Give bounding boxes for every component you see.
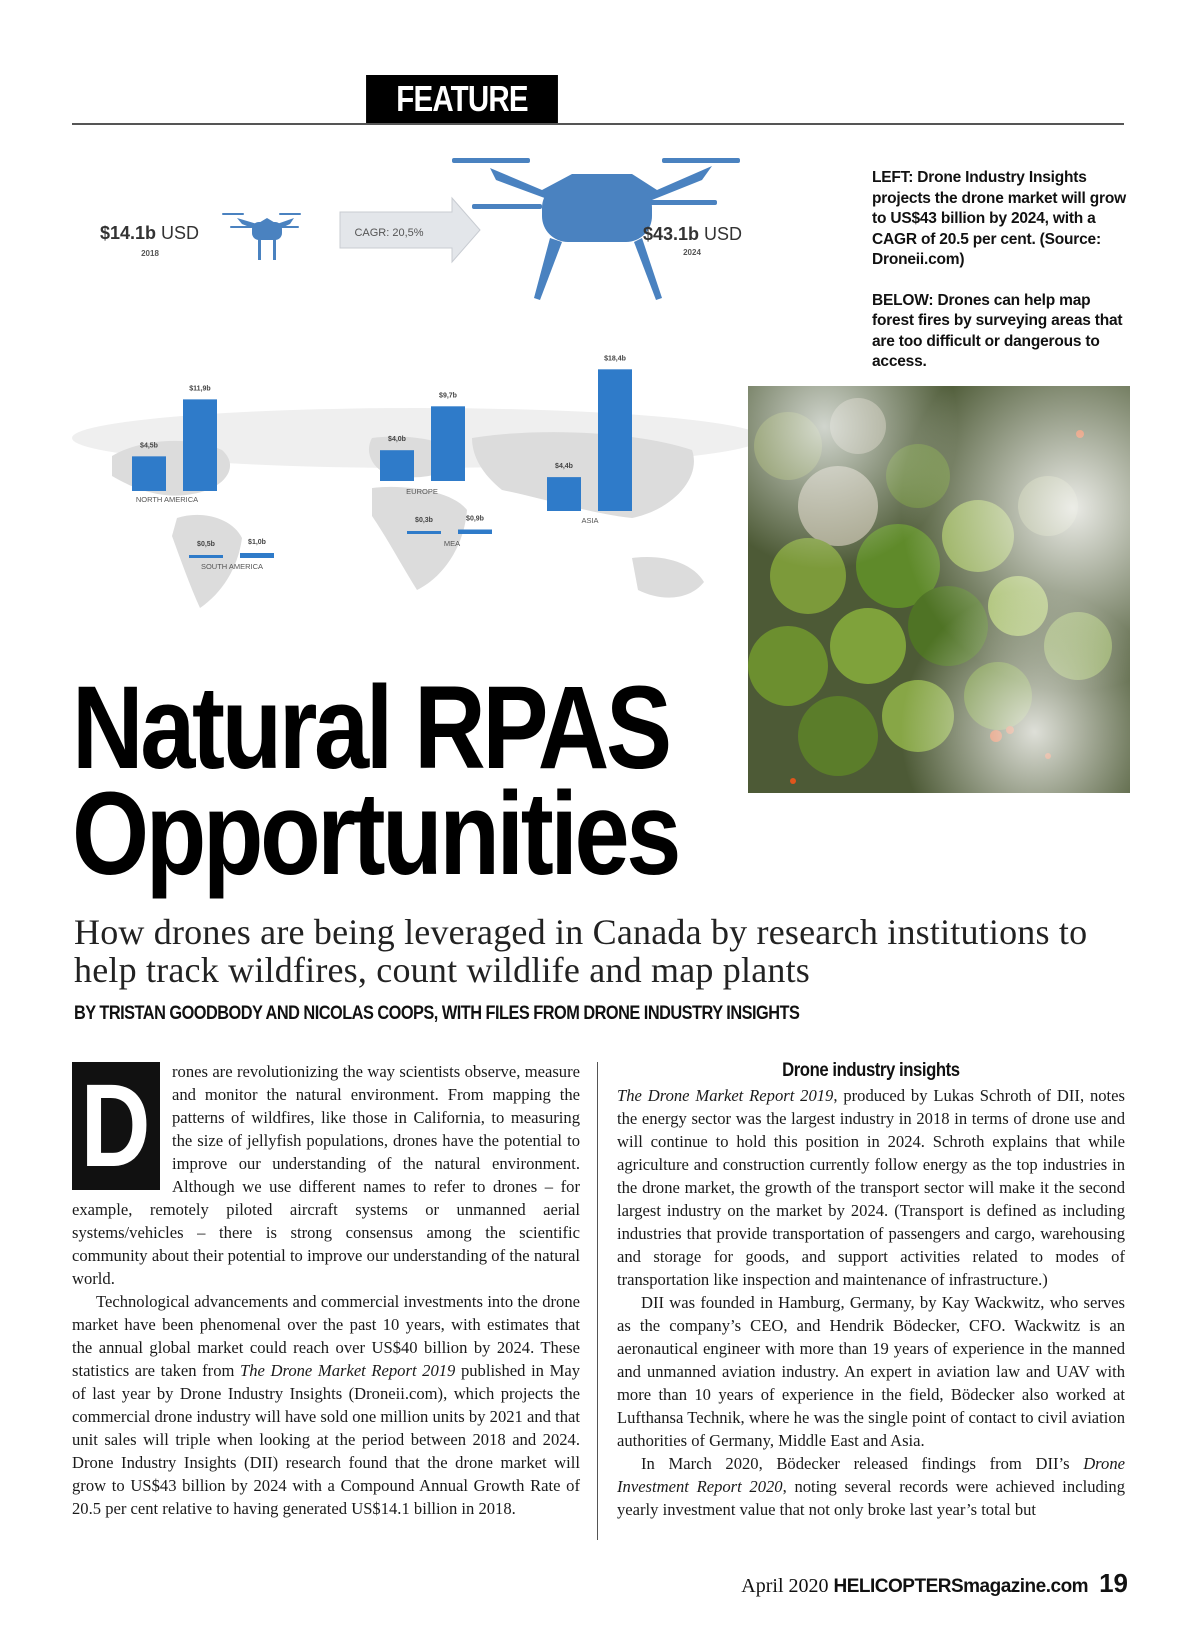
- page-footer: [741, 1568, 1128, 1599]
- body-column-left: [72, 1060, 580, 1520]
- photo-caption: [872, 168, 1132, 393]
- bar-asia-2024: [598, 369, 632, 511]
- start-value: $14.1b USD: [100, 223, 200, 243]
- bar-label-north-america-2024: $11,9b: [189, 385, 211, 393]
- bar-north-america-2024: [183, 399, 217, 491]
- paragraph-3: The Drone Market Report 2019, produced by Lukas Schroth of DII, notes the energy sector was the largest industry in 2018 in terms of drone use and will continue to hold this position in 2024. Schroth explains that while agriculture and construction currently follow energy as the top industries in the drone market, the growth of the transport sector will make it the second largest industry on the market by 2024. (Transport is defined as including industries that provide transportation of passengers and cargo, warehousing and storage for goods, and support activities related to modes of transportation like inspection and maintenance of infrastructure.): [617, 1086, 1125, 1289]
- bar-label-europe-2024: $9,7b: [439, 392, 457, 400]
- caption-below: BELOW: Drones can help map forest fires by surveying areas that are too difficult or dangerous to access.: [872, 291, 1123, 370]
- bar-asia-2018: [547, 477, 581, 511]
- article-title: [72, 662, 744, 900]
- bar-label-mea-2024: $0,9b: [466, 515, 484, 523]
- end-value: $43.1b USD: [642, 224, 742, 244]
- title-line-2: Opportunities: [72, 768, 679, 900]
- column-divider: [597, 1062, 598, 1540]
- bar-europe-2024: [431, 406, 465, 481]
- end-year: 2024: [683, 248, 701, 257]
- paragraph-5: In March 2020, Bödecker released findings from DII’s Drone Investment Report 2020, noting several records were achieved including yearly investment value that not only broke last year’s total but: [617, 1454, 1125, 1519]
- region-label-europe: EUROPE: [406, 487, 438, 496]
- bar-label-south-america-2024: $1,0b: [248, 539, 266, 546]
- world-map: [72, 408, 762, 608]
- region-label-north-america: NORTH AMERICA: [135, 495, 199, 504]
- footer-magazine: HELICOPTERSmagazine.com: [833, 1576, 1089, 1597]
- bar-north-america-2018: [132, 456, 166, 491]
- paragraph-2: Technological advancements and commercial investments into the drone market have been phenomenal over the past 10 years, with estimates that the annual global market could reach over US$40 billion by 2024. These statistics are taken from The Drone Market Report 2019 published in May of last year by Drone Industry Insights (Droneii.com), which projects the commercial drone industry will have sold one million units by 2021 and that unit sales will triple when looking at the period between 2018 and 2024. Drone Industry Insights (DII) research found that the drone market will grow to US$43 billion by 2024 with a Compound Annual Growth Rate of 20.5 per cent relative to having generated US$14.1 billion in 2018.: [72, 1292, 580, 1518]
- drone-icon-small: [222, 213, 301, 260]
- region-label-mea: MEA: [443, 539, 461, 548]
- bar-label-south-america-2018: $0,5b: [197, 541, 215, 548]
- drop-cap: D: [72, 1062, 160, 1190]
- footer-date: April 2020: [741, 1575, 829, 1597]
- region-label-asia: ASIA: [581, 516, 599, 525]
- bar-europe-2018: [380, 450, 414, 481]
- forest-fire-photo: [748, 386, 1130, 793]
- bar-label-asia-2024: $18,4b: [604, 355, 626, 363]
- section-tab: FEATURE: [366, 75, 558, 123]
- start-year: 2018: [141, 249, 159, 258]
- title-line-1: Natural RPAS: [72, 662, 669, 794]
- region-label-south-america: SOUTH AMERICA: [200, 562, 264, 571]
- bar-label-mea-2018: $0,3b: [415, 517, 433, 524]
- paragraph-4: DII was founded in Hamburg, Germany, by Kay Wackwitz, who serves as the company’s CEO, and Hendrik Bödecker, CFO. Wackwitz is an aeronautical engineer with more than 19 years of experience in the manned and unmanned aviation industry. An expert in aviation law and UAV with more than 10 years of experience in the field, Bödecker also worked at Lufthansa Technik, where he was the single point of contact to civil aviation authorities of Germany, Middle East and Asia.: [617, 1293, 1125, 1450]
- caption-left: LEFT: Drone Industry Insights projects the drone market will grow to US$43 billion by 2024, with a CAGR of 20.5 per cent. (Source: Droneii.com): [872, 169, 1126, 268]
- side-heading: Drone industry insights: [782, 1060, 960, 1081]
- bar-mea-2018: [407, 531, 441, 534]
- cagr-label: CAGR: 20,5%: [354, 227, 424, 239]
- bar-mea-2024: [458, 530, 492, 535]
- bar-label-europe-2018: $4,0b: [388, 436, 406, 444]
- bar-south-america-2024: [240, 553, 274, 558]
- bar-south-america-2018: [189, 555, 223, 558]
- body-column-right: [617, 1060, 1125, 1521]
- bar-label-north-america-2018: $4,5b: [140, 442, 158, 450]
- bar-label-asia-2018: $4,4b: [555, 463, 573, 471]
- market-infographic: [72, 138, 762, 658]
- paragraph-1: D rones are revolutionizing the way scientists observe, measure and monitor the natural environment. From mapping the patterns of wildfires, like those in California, to measuring the size of jellyfish populations, drones have the potential to improve our understanding of the natural environment. Although we use different names to refer to drones – for example, remotely piloted aircraft systems or unmanned aerial systems/vehicles – there is strong consensus among the scientific community about their potential to improve our understanding of the natural world.: [72, 1060, 580, 1288]
- header-rule: [72, 123, 1124, 125]
- page-number: 19: [1099, 1568, 1128, 1598]
- article-subtitle: How drones are being leveraged in Canada by research institutions to help track wildfires, count wildlife and map plants: [74, 912, 1088, 990]
- byline: BY TRISTAN GOODBODY AND NICOLAS COOPS, WITH FILES FROM DRONE INDUSTRY INSIGHTS: [74, 1003, 800, 1024]
